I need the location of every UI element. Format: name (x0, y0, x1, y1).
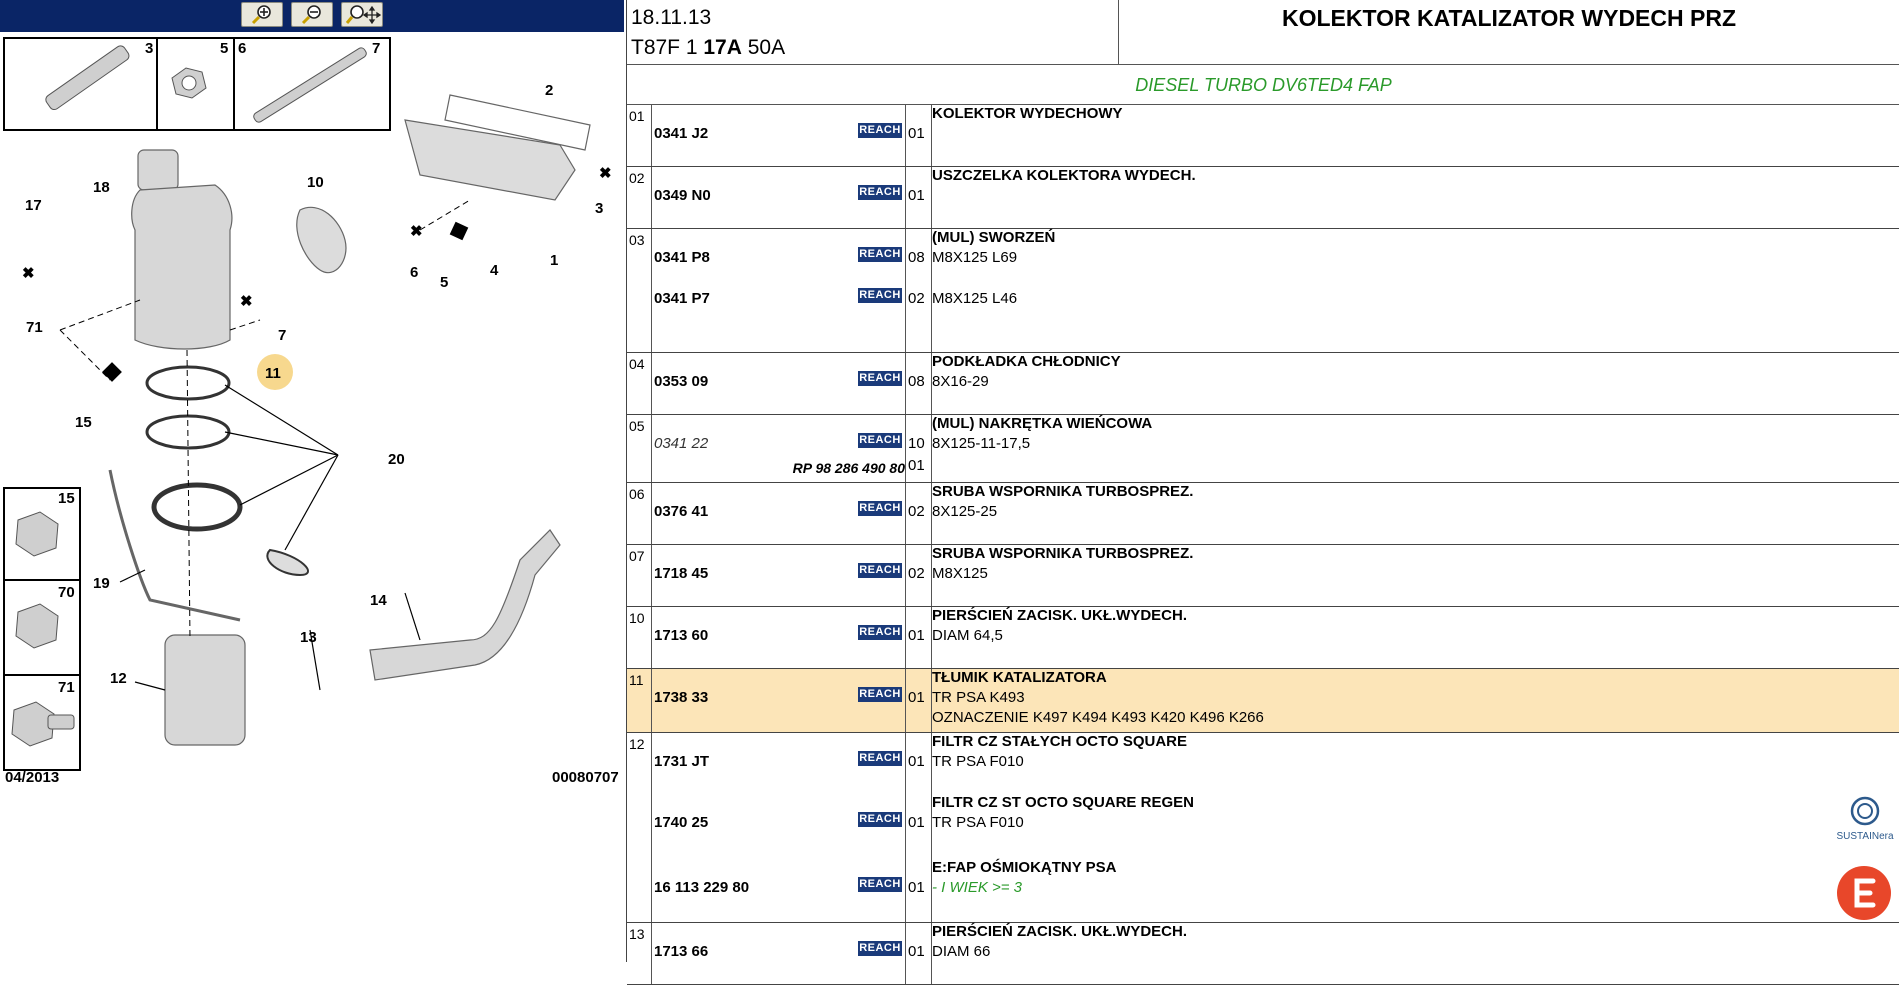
diagram-label-1: 1 (550, 252, 559, 269)
table-row[interactable] (627, 545, 1899, 607)
diagram-label-11: 11 (265, 365, 281, 382)
part-reference[interactable]: 1718 45 (654, 565, 709, 582)
part-reference[interactable]: 1740 25 (654, 814, 709, 831)
catalog-date: 18.11.13 (631, 6, 712, 29)
position-number: 02 (629, 170, 645, 186)
svg-text:✖: ✖ (410, 223, 423, 240)
diagram-label-5: 5 (220, 40, 229, 57)
pan-icon (342, 3, 382, 26)
reach-badge[interactable]: REACH (859, 688, 901, 700)
part-description: 8X125-25 (932, 503, 998, 520)
zoom-out-button[interactable] (291, 2, 333, 27)
table-row[interactable] (627, 229, 1899, 353)
position-number: 06 (629, 486, 645, 502)
svg-text:✖: ✖ (240, 293, 253, 310)
quantity: 02 (908, 565, 925, 582)
table-row[interactable] (627, 669, 1899, 733)
part-description: OZNACZENIE K497 K494 K493 K420 K496 K266 (932, 709, 1264, 726)
diagram-label-71: 71 (26, 319, 43, 336)
page-title: KOLEKTOR KATALIZATOR WYDECH PRZ (1281, 5, 1736, 31)
diagram-pane (0, 0, 624, 962)
quantity: 02 (908, 503, 925, 520)
diagram-label-20: 20 (388, 451, 405, 468)
quantity: 01 (908, 689, 925, 706)
pan-button[interactable] (341, 2, 383, 27)
table-row[interactable] (627, 353, 1899, 415)
diagram-label-15: 15 (75, 414, 92, 431)
part-reference[interactable]: 0376 41 (654, 503, 709, 520)
position-number: 04 (629, 356, 645, 372)
table-row[interactable] (627, 167, 1899, 229)
diagram-label-12: 12 (110, 670, 127, 687)
part-reference[interactable]: 1713 60 (654, 627, 709, 644)
part-description: TR PSA F010 (932, 753, 1024, 770)
part-reference[interactable]: 0341 P7 (654, 290, 710, 307)
part-description: M8X125 L69 (932, 249, 1018, 266)
part-reference[interactable]: 0341 22 (654, 435, 709, 452)
part-description: FILTR CZ ST OCTO SQUARE REGEN (932, 794, 1194, 811)
engine-subtitle: DIESEL TURBO DV6TED4 FAP (1135, 75, 1392, 95)
part-description: DIAM 64,5 (932, 627, 1003, 644)
exploded-parts-diagram (0, 32, 624, 792)
diagram-label-7: 7 (372, 40, 381, 57)
svg-text:✖: ✖ (599, 165, 612, 182)
zoom-in-icon (242, 3, 282, 26)
quantity: 01 (908, 814, 925, 831)
part-description: SRUBA WSPORNIKA TURBOSPREZ. (932, 545, 1194, 562)
part-description: TŁUMIK KATALIZATORA (932, 669, 1107, 686)
part-reference[interactable]: 0353 09 (654, 373, 709, 390)
reach-badge[interactable]: REACH (859, 942, 901, 954)
inset-label-70: 70 (58, 584, 75, 601)
e-brand-logo (1836, 865, 1892, 921)
replacement-quantity: 01 (908, 457, 925, 474)
part-description: FILTR CZ STAŁYCH OCTO SQUARE (932, 733, 1187, 750)
part-description: PIERŚCIEŃ ZACISK. UKŁ.WYDECH. (932, 923, 1188, 940)
reach-badge[interactable]: REACH (859, 752, 901, 764)
reach-badge[interactable]: REACH (859, 878, 901, 890)
quantity: 01 (908, 943, 925, 960)
diagram-label-18: 18 (93, 179, 110, 196)
quantity: 01 (908, 879, 925, 896)
quantity: 01 (908, 753, 925, 770)
position-number: 12 (629, 736, 645, 752)
diagram-label-13: 13 (300, 629, 317, 646)
part-description: PIERŚCIEŃ ZACISK. UKŁ.WYDECH. (932, 607, 1188, 624)
diagram-label-19: 19 (93, 575, 110, 592)
replacement-reference[interactable]: RP 98 286 490 80 (792, 460, 905, 476)
reach-badge[interactable]: REACH (859, 434, 901, 446)
part-reference[interactable]: 0341 J2 (654, 125, 709, 142)
table-row[interactable] (627, 607, 1899, 669)
sustainera-logo (1834, 794, 1896, 844)
diagram-label-14: 14 (370, 592, 387, 609)
reach-badge[interactable]: REACH (859, 186, 901, 198)
reach-badge[interactable]: REACH (859, 813, 901, 825)
position-number: 01 (629, 108, 645, 124)
reach-badge[interactable]: REACH (859, 564, 901, 576)
diagram-label-4: 4 (490, 262, 499, 279)
table-row[interactable] (627, 733, 1899, 923)
position-number: 10 (629, 610, 645, 626)
code-bold: 17A (703, 36, 742, 59)
zoom-toolbar (0, 0, 624, 32)
reach-badge[interactable]: REACH (859, 626, 901, 638)
part-description: M8X125 L46 (932, 290, 1018, 307)
zoom-out-icon (292, 3, 332, 26)
diagram-label-7b: 7 (278, 327, 287, 344)
position-number: 05 (629, 418, 645, 434)
quantity: 01 (908, 187, 925, 204)
part-description: PODKŁADKA CHŁODNICY (932, 353, 1121, 370)
part-description: (MUL) SWORZEŃ (932, 229, 1056, 246)
diagram-id: 00080707 (552, 769, 619, 786)
diagram-label-17: 17 (25, 197, 42, 214)
diagram-label-3: 3 (145, 40, 154, 57)
diagram-label-2: 2 (545, 82, 554, 99)
part-description: - I WIEK >= 3 (932, 879, 1023, 896)
reach-badge[interactable]: REACH (859, 124, 901, 136)
catalog-code (631, 36, 785, 60)
quantity: 01 (908, 627, 925, 644)
inset-label-15: 15 (58, 490, 75, 507)
part-reference[interactable]: 0341 P8 (654, 249, 710, 266)
part-description: KOLEKTOR WYDECHOWY (932, 105, 1123, 122)
part-description: (MUL) NAKRĘTKA WIEŃCOWA (932, 415, 1153, 432)
zoom-in-button[interactable] (241, 2, 283, 27)
table-row[interactable] (627, 105, 1899, 167)
part-description: E:FAP OŚMIOKĄTNY PSA (932, 859, 1117, 876)
quantity: 08 (908, 249, 925, 266)
position-number: 07 (629, 548, 645, 564)
part-description: SRUBA WSPORNIKA TURBOSPREZ. (932, 483, 1194, 500)
position-number: 11 (629, 672, 644, 688)
reach-badge[interactable]: REACH (859, 372, 901, 384)
part-description: 8X16-29 (932, 373, 989, 390)
reach-badge[interactable]: REACH (859, 289, 901, 301)
diagram-label-6b: 6 (410, 264, 419, 281)
svg-text:✖: ✖ (22, 265, 35, 282)
table-row[interactable] (627, 415, 1899, 483)
part-reference[interactable]: 16 113 229 80 (654, 879, 750, 896)
part-reference[interactable]: 1713 66 (654, 943, 709, 960)
code-prefix: T87F 1 (631, 36, 704, 59)
diagram-label-10: 10 (307, 174, 324, 191)
quantity: 08 (908, 373, 925, 390)
part-description: USZCZELKA KOLEKTORA WYDECH. (932, 167, 1196, 184)
reach-badge[interactable]: REACH (859, 502, 901, 514)
part-description: DIAM 66 (932, 943, 991, 960)
code-suffix: 50A (741, 36, 786, 59)
reach-badge[interactable]: REACH (859, 248, 901, 260)
quantity: 02 (908, 290, 925, 307)
table-row[interactable] (627, 483, 1899, 545)
part-description: 8X125-11-17,5 (932, 435, 1031, 452)
diagram-date: 04/2013 (5, 769, 60, 786)
part-description: TR PSA F010 (932, 814, 1024, 831)
inset-label-71: 71 (58, 679, 75, 696)
quantity: 01 (908, 125, 925, 142)
part-reference[interactable]: 0349 N0 (654, 187, 711, 204)
quantity: 10 (908, 435, 925, 452)
position-number: 13 (629, 926, 645, 942)
diagram-label-3b: 3 (595, 200, 604, 217)
position-number: 03 (629, 232, 645, 248)
diagram-label-6: 6 (238, 40, 247, 57)
parts-list-pane (626, 0, 1899, 962)
part-description: M8X125 (932, 565, 988, 582)
part-description: TR PSA K493 (932, 689, 1025, 706)
part-reference[interactable]: 1738 33 (654, 689, 709, 706)
svg-text:SUSTAINera: SUSTAINera (1836, 831, 1894, 842)
part-reference[interactable]: 1731 JT (654, 753, 710, 770)
table-row[interactable] (627, 923, 1899, 985)
diagram-label-5b: 5 (440, 274, 449, 291)
